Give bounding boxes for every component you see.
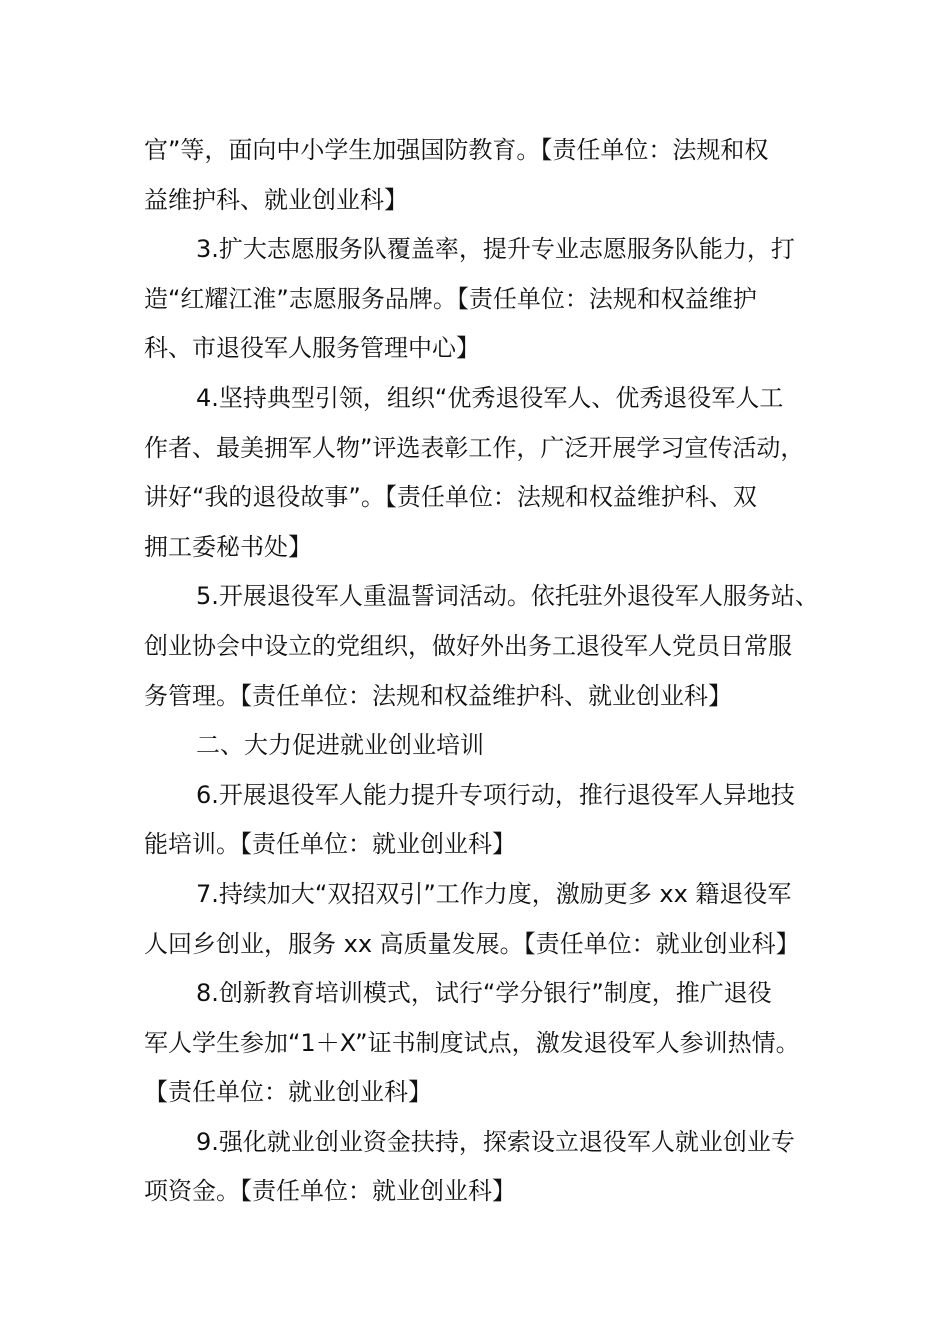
text-line: 【责任单位：就业创业科】 <box>144 1078 432 1107</box>
paragraph-line-6: 6.开展退役军人能力提升专项行动，推行退役军人异地技 <box>196 780 795 809</box>
text-line: 科、市退役军人服务管理中心】 <box>144 334 480 363</box>
text-line: 务管理。【责任单位：法规和权益维护科、就业创业科】 <box>144 681 732 710</box>
paragraph-line-5: 5.开展退役军人重温誓词活动。依托驻外退役军人服务站、 <box>196 582 819 611</box>
paragraph-line-8: 8.创新教育培训模式，试行“学分银行”制度，推广退役 <box>196 979 772 1008</box>
text-line: 拥工委秘书处】 <box>144 532 312 561</box>
text-line: 创业协会中设立的党组织，做好外出务工退役军人党员日常服 <box>144 631 792 660</box>
text-line: 项资金。【责任单位：就业创业科】 <box>144 1177 516 1206</box>
text-line: 人回乡创业，服务 xx 高质量发展。【责任单位：就业创业科】 <box>144 929 800 958</box>
text-line: 能培训。【责任单位：就业创业科】 <box>144 830 516 859</box>
document-body <box>144 126 819 1217</box>
text-line: 讲好“我的退役故事”。【责任单位：法规和权益维护科、双 <box>144 483 757 512</box>
text-line: 作者、最美拥军人物”评选表彰工作，广泛开展学习宣传活动， <box>144 433 805 462</box>
paragraph-line-4: 4.坚持典型引领，组织“优秀退役军人、优秀退役军人工 <box>196 383 784 412</box>
paragraph-line-3: 3.扩大志愿服务队覆盖率，提升专业志愿服务队能力，打 <box>196 235 795 264</box>
text-line: 官”等，面向中小学生加强国防教育。【责任单位：法规和权 <box>144 136 769 164</box>
paragraph-line-7: 7.持续加大“双招双引”工作力度，激励更多 xx 籍退役军 <box>196 879 792 908</box>
text-line: 造“红耀江淮”志愿服务品牌。【责任单位：法规和权益维护 <box>144 284 757 313</box>
text-line: 益维护科、就业创业科】 <box>144 185 408 214</box>
text-line: 军人学生参加“1＋X”证书制度试点，激发退役军人参训热情。 <box>144 1028 800 1057</box>
section-heading: 二、大力促进就业创业培训 <box>196 731 484 760</box>
paragraph-line-9: 9.强化就业创业资金扶持，探索设立退役军人就业创业专 <box>196 1127 795 1156</box>
